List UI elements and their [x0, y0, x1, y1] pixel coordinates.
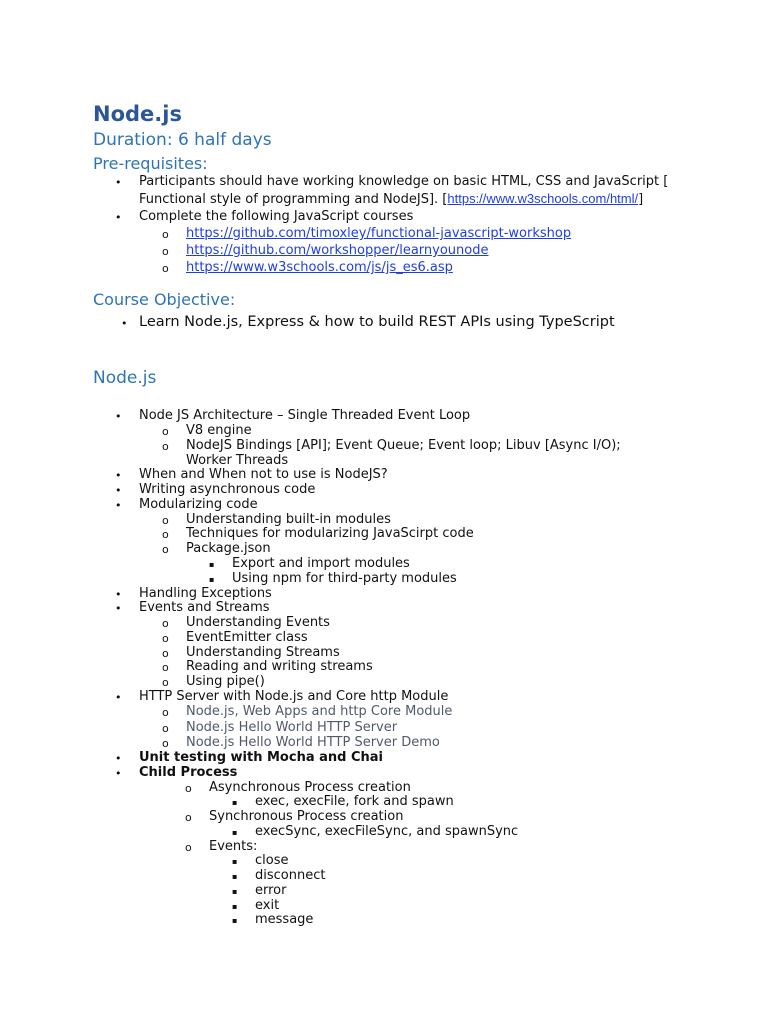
outline-child-process: Child Process: [139, 765, 238, 780]
bullet-marker: •: [115, 410, 122, 423]
sub-bullet-marker: o: [185, 782, 192, 795]
prereq-bullet-1-line2: [139, 191, 643, 207]
outline-events-label: Events:: [209, 839, 258, 854]
sub-bullet-marker: o: [162, 245, 169, 258]
square-bullet-marker: ▪: [209, 575, 215, 584]
sub-bullet-marker: o: [162, 647, 169, 660]
square-bullet-marker: ▪: [232, 916, 238, 925]
outline-builtin-modules: Understanding built-in modules: [186, 512, 391, 527]
outline-event-message: message: [255, 912, 314, 927]
bullet-marker: •: [115, 176, 122, 189]
outline-worker-threads: Worker Threads: [186, 453, 289, 468]
prerequisites-heading: Pre-requisites:: [93, 154, 208, 173]
outline-modular-techniques: Techniques for modularizing JavaScirpt code: [186, 526, 474, 541]
bullet-marker: •: [115, 499, 122, 512]
bullet-marker: •: [115, 484, 122, 497]
sub-bullet-marker: o: [162, 632, 169, 645]
course-objective-heading: Course Objective:: [93, 290, 236, 309]
sub-bullet-marker: o: [162, 617, 169, 630]
sub-bullet-marker: o: [162, 722, 169, 735]
outline-understanding-streams: Understanding Streams: [186, 645, 340, 660]
link-functional-js-workshop[interactable]: https://github.com/timoxley/functional-javascript-workshop: [186, 226, 572, 241]
square-bullet-marker: ▪: [232, 887, 238, 896]
sub-bullet-marker: o: [185, 811, 192, 824]
prereq-bullet-1-line1: Participants should have working knowledge on basic HTML, CSS and JavaScript [: [139, 174, 669, 189]
outline-hello-world-demo: Node.js Hello World HTTP Server Demo: [186, 735, 440, 750]
outline-exceptions: Handling Exceptions: [139, 586, 272, 601]
outline-event-error: error: [255, 883, 287, 898]
outline-reading-writing-streams: Reading and writing streams: [186, 659, 373, 674]
square-bullet-marker: ▪: [232, 857, 238, 866]
sub-bullet-marker: o: [162, 440, 169, 453]
outline-nodejs-bindings: NodeJS Bindings [API]; Event Queue; Event loop; Libuv [Async I/O);: [186, 438, 621, 453]
bullet-marker: •: [115, 752, 122, 765]
link-learnyounode[interactable]: https://github.com/workshopper/learnyounode: [186, 243, 489, 258]
outline-sync-process: Synchronous Process creation: [209, 809, 404, 824]
sub-bullet-marker: o: [185, 841, 192, 854]
outline-http-server: HTTP Server with Node.js and Core http Module: [139, 689, 449, 704]
outline-v8-engine: V8 engine: [186, 423, 252, 438]
outline-event-exit: exit: [255, 898, 280, 913]
sub-bullet-marker: o: [162, 528, 169, 541]
duration-heading: Duration: 6 half days: [93, 130, 272, 150]
prereq-bullet-2: Complete the following JavaScript courses: [139, 209, 414, 224]
outline-async-code: Writing asynchronous code: [139, 482, 316, 497]
outline-modularizing: Modularizing code: [139, 497, 258, 512]
outline-package-json: Package.json: [186, 541, 271, 556]
outline-execsync: execSync, execFileSync, and spawnSync: [255, 824, 519, 839]
square-bullet-marker: ▪: [232, 828, 238, 837]
outline-hello-world-server: Node.js Hello World HTTP Server: [186, 720, 398, 735]
bullet-marker: •: [115, 691, 122, 704]
sub-bullet-marker: o: [162, 425, 169, 438]
sub-bullet-marker: o: [162, 661, 169, 674]
bullet-marker: •: [115, 588, 122, 601]
prereq-line2-suffix: ]: [638, 192, 644, 207]
sub-bullet-marker: o: [162, 706, 169, 719]
outline-http-core-module: Node.js, Web Apps and http Core Module: [186, 704, 453, 719]
sub-bullet-marker: o: [162, 676, 169, 689]
bullet-marker: •: [115, 469, 122, 482]
square-bullet-marker: ▪: [232, 872, 238, 881]
outline-event-close: close: [255, 853, 289, 868]
sub-bullet-marker: o: [162, 514, 169, 527]
outline-eventemitter: EventEmitter class: [186, 630, 308, 645]
outline-export-import: Export and import modules: [232, 556, 410, 571]
sub-bullet-marker: o: [162, 228, 169, 241]
sub-bullet-marker: o: [162, 543, 169, 556]
outline-architecture: Node JS Architecture – Single Threaded Event Loop: [139, 408, 471, 423]
sub-bullet-marker: o: [162, 262, 169, 275]
bullet-marker: •: [115, 602, 122, 615]
square-bullet-marker: ▪: [209, 560, 215, 569]
prereq-line2-prefix: Functional style of programming and NodeJS]. [: [139, 192, 448, 207]
outline-when-to-use: When and When not to use is NodeJS?: [139, 467, 388, 482]
outline-event-disconnect: disconnect: [255, 868, 326, 883]
page-title: Node.js: [93, 102, 182, 126]
square-bullet-marker: ▪: [232, 902, 238, 911]
outline-using-pipe: Using pipe(): [186, 674, 265, 689]
w3schools-html-link[interactable]: https://www.w3schools.com/html/: [447, 191, 639, 206]
outline-async-process: Asynchronous Process creation: [209, 780, 411, 795]
link-js-es6[interactable]: https://www.w3schools.com/js/js_es6.asp: [186, 260, 453, 275]
square-bullet-marker: ▪: [232, 798, 238, 807]
outline-events-streams: Events and Streams: [139, 600, 270, 615]
outline-npm-modules: Using npm for third-party modules: [232, 571, 457, 586]
outline-unit-testing: Unit testing with Mocha and Chai: [139, 750, 384, 765]
nodejs-section-heading: Node.js: [93, 368, 157, 388]
outline-understanding-events: Understanding Events: [186, 615, 330, 630]
bullet-marker: •: [115, 767, 122, 780]
bullet-marker: •: [115, 211, 122, 224]
objective-bullet: Learn Node.js, Express & how to build REST APIs using TypeScript: [139, 314, 615, 330]
bullet-marker: •: [121, 317, 128, 330]
sub-bullet-marker: o: [162, 737, 169, 750]
outline-exec-fork-spawn: exec, execFile, fork and spawn: [255, 794, 454, 809]
